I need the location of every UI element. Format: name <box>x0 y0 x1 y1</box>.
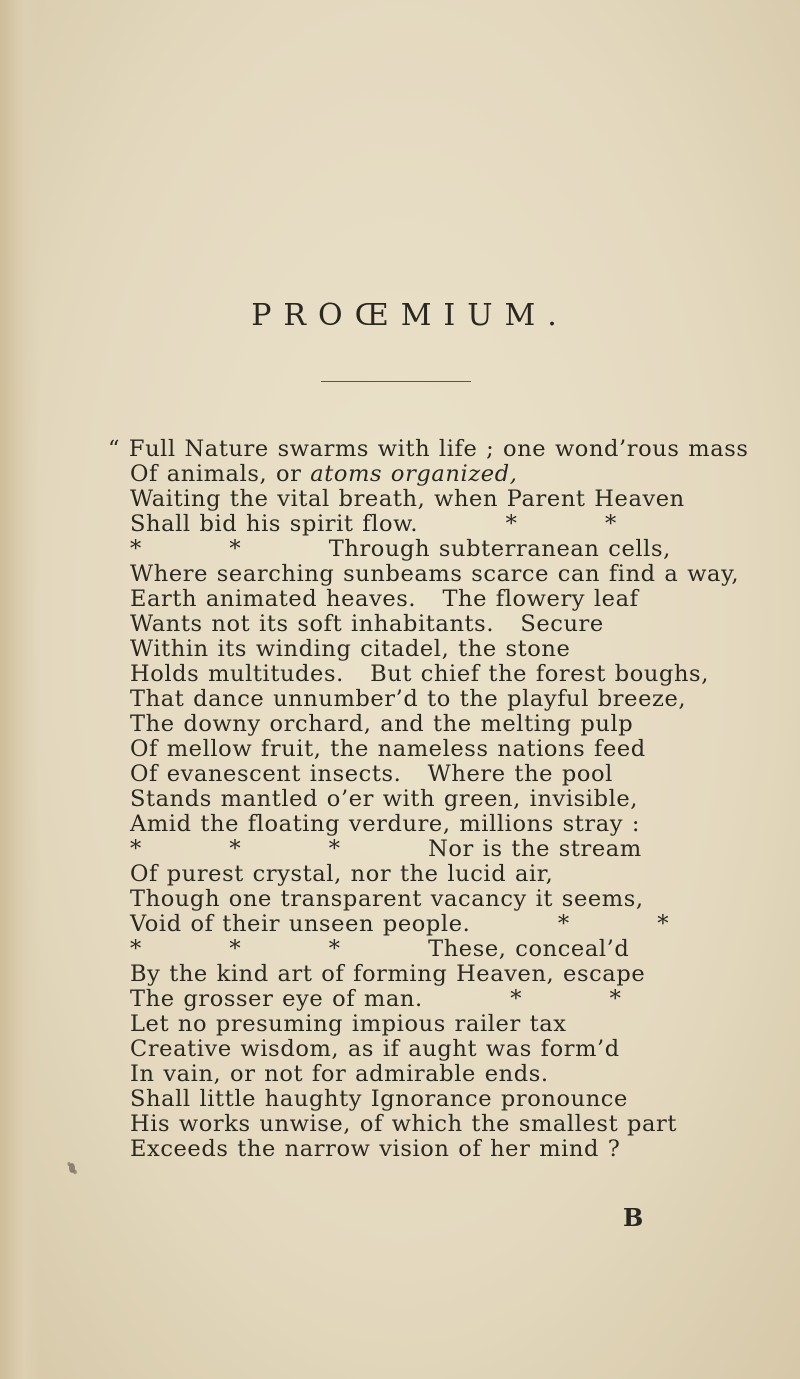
poem-line: * * * Nor is the stream <box>130 836 642 862</box>
poem-line: Within its winding citadel, the stone <box>130 636 571 662</box>
poem-line: Creative wisdom, as if aught was form’d <box>130 1036 620 1062</box>
poem-line: Of mellow fruit, the nameless nations feed <box>130 736 646 762</box>
poem-line: In vain, or not for admirable ends. <box>130 1061 549 1087</box>
poem-line: * * * These, conceal’d <box>130 936 630 962</box>
signature-mark: B <box>623 1203 644 1232</box>
poem-line: Of purest crystal, nor the lucid air, <box>130 861 554 887</box>
poem-line: His works unwise, of which the smallest part <box>130 1111 677 1137</box>
poem-line: Stands mantled o’er with green, invisible, <box>130 786 639 812</box>
poem-line: Wants not its soft inhabitants. Secure <box>130 611 604 637</box>
poem-line: Shall bid his spirit flow. * * <box>130 511 617 537</box>
poem-line: Of evanescent insects. Where the pool <box>130 761 613 787</box>
poem-line: “ Full Nature swarms with life ; one wond’rous mass <box>108 436 749 462</box>
poem-line: Though one transparent vacancy it seems, <box>130 886 644 912</box>
poem-line: Exceeds the narrow vision of her mind ? <box>130 1136 621 1162</box>
poem-line: By the kind art of forming Heaven, escape <box>130 961 646 987</box>
poem-line: Holds multitudes. But chief the forest boughs, <box>130 661 709 687</box>
poem-line: Where searching sunbeams scarce can find a way, <box>130 561 740 587</box>
poem-line: * * Through subterranean cells, <box>130 536 671 562</box>
poem-line: Let no presuming impious railer tax <box>130 1011 567 1037</box>
poem-line: Amid the floating verdure, millions stray : <box>130 811 641 837</box>
poem-line: Earth animated heaves. The flowery leaf <box>130 586 639 612</box>
poem-line: The downy orchard, and the melting pulp <box>130 711 634 737</box>
title-rule <box>321 381 471 382</box>
poem-line: Void of their unseen people. * * <box>130 911 670 937</box>
poem-line: The grosser eye of man. * * <box>130 986 622 1012</box>
ink-fleck-decoration <box>64 1158 80 1178</box>
poem-line: Of animals, or atoms organized, <box>130 461 518 487</box>
page-gutter <box>0 0 40 1379</box>
italic-phrase: atoms organized, <box>310 461 518 487</box>
page-title: PROŒMIUM. <box>251 298 569 333</box>
poem-line: Shall little haughty Ignorance pronounce <box>130 1086 628 1112</box>
poem-line: Waiting the vital breath, when Parent Heaven <box>130 486 685 512</box>
opening-quote: “ <box>108 436 121 462</box>
poem-line: That dance unnumber’d to the playful breeze, <box>130 686 687 712</box>
